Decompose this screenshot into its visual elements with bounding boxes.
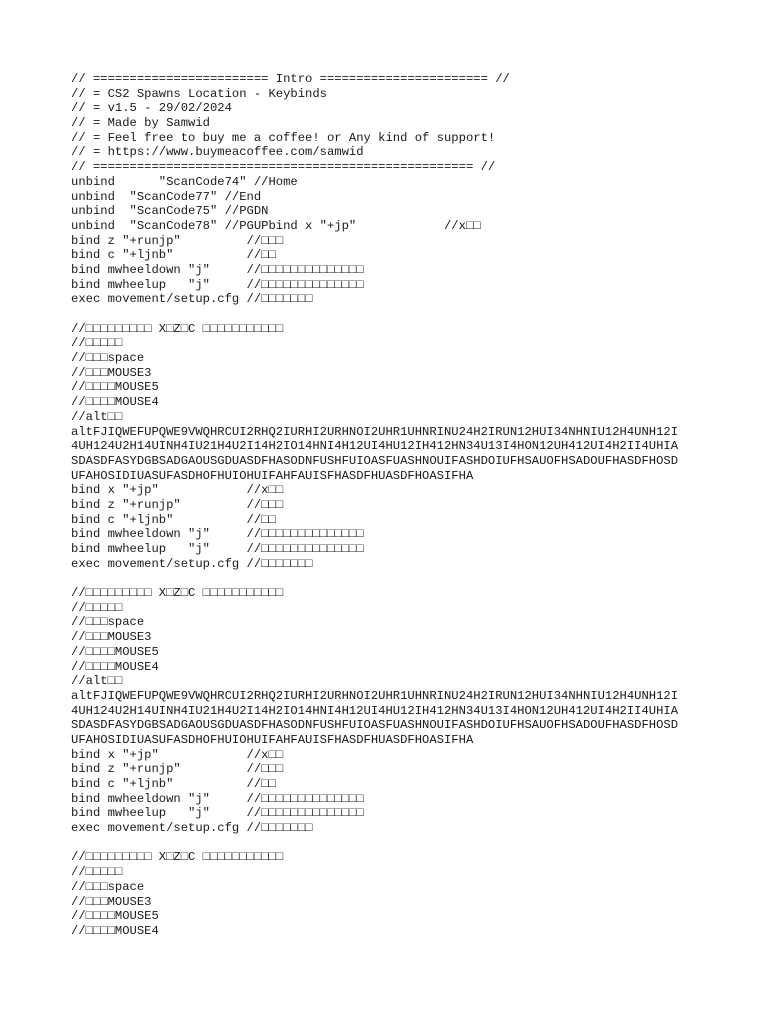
text-line: //□□□□MOUSE4: [71, 923, 159, 938]
text-line: // = https://www.buymeacoffee.com/samwid: [71, 145, 364, 160]
text-line: unbind "ScanCode77" //End: [71, 189, 262, 204]
blank-line: [71, 836, 711, 851]
text-line: //□□□space: [71, 615, 145, 630]
text-line: unbind "ScanCode74" //Home: [71, 174, 298, 189]
text-line: bind mwheeldown "j" //□□□□□□□□□□□□□□: [71, 262, 364, 277]
text-line: SDASDFASYDGBSADGAOUSGDUASDFHASODNFUSHFUIOASFUASHNOUIFASHDOIUFHSAUOFHSADOUFHASDFHOSD: [71, 453, 679, 468]
text-line: 4UH124U2H14UINH4IU21H4U2I14H2IO14HNI4H12UI4HU12IH412HN34U13I4HON12UH412UI4H2II4UHIA: [71, 703, 679, 718]
text-line: bind c "+ljnb" //□□: [71, 777, 276, 791]
text-line: UFAHOSIDIUASUFASDHOFHUIOHUIFAHFAUISFHASDFHUASDFHOASIFHA: [71, 732, 474, 747]
text-line: //alt□□: [71, 409, 123, 424]
text-line: //□□□□MOUSE4: [71, 659, 159, 674]
text-line: bind z "+runjp" //□□□: [71, 233, 284, 248]
text-line: // = Feel free to buy me a coffee! or Any kind of support!: [71, 130, 496, 145]
text-line: bind x "+jp" //x□□: [71, 747, 284, 762]
text-line: //□□□□MOUSE5: [71, 909, 159, 924]
text-line: // ======================== Intro ======================= //: [71, 72, 510, 86]
text-line: //□□□MOUSE3: [71, 365, 152, 380]
text-line: // = v1.5 - 29/02/2024: [71, 101, 232, 116]
document-page: [71, 72, 711, 939]
text-line: UFAHOSIDIUASUFASDHOFHUIOHUIFAHFAUISFHASDFHUASDFHOASIFHA: [71, 468, 474, 483]
text-line: bind c "+ljnb" //□□: [71, 512, 276, 527]
text-line: altFJIQWEFUPQWE9VWQHRCUI2RHQ2IURHI2URHNOI2UHR1UHNRINU24H2IRUN12HUI34NHNIU12H4UNH12I: [71, 688, 679, 703]
text-line: unbind "ScanCode78" //PGUPbind x "+jp" //x□□: [71, 218, 481, 233]
text-line: bind mwheeldown "j" //□□□□□□□□□□□□□□: [71, 527, 364, 542]
text-line: bind x "+jp" //x□□: [71, 483, 284, 498]
text-line: unbind "ScanCode75" //PGDN: [71, 204, 269, 219]
text-line: bind mwheelup "j" //□□□□□□□□□□□□□□: [71, 277, 364, 292]
text-line: bind mwheelup "j" //□□□□□□□□□□□□□□: [71, 542, 364, 556]
text-line: 4UH124U2H14UINH4IU21H4U2I14H2IO14HNI4H12UI4HU12IH412HN34U13I4HON12UH412UI4H2II4UHIA: [71, 439, 679, 454]
text-line: bind mwheeldown "j" //□□□□□□□□□□□□□□: [71, 791, 364, 806]
text-line: //□□□□MOUSE5: [71, 644, 159, 659]
text-line: bind z "+runjp" //□□□: [71, 497, 284, 512]
blank-line: [71, 571, 711, 586]
text-line: //□□□space: [71, 879, 145, 894]
text-line: altFJIQWEFUPQWE9VWQHRCUI2RHQ2IURHI2URHNOI2UHR1UHNRINU24H2IRUN12HUI34NHNIU12H4UNH12I: [71, 424, 679, 439]
text-line: //□□□MOUSE3: [71, 894, 152, 909]
text-line: exec movement/setup.cfg //□□□□□□□: [71, 292, 313, 307]
text-line: //□□□□□: [71, 336, 123, 351]
text-line: //□□□□□□□□□ X□Z□C □□□□□□□□□□□: [71, 321, 284, 336]
text-line: bind mwheelup "j" //□□□□□□□□□□□□□□: [71, 806, 364, 821]
text-line: // ==================================================== //: [71, 160, 496, 175]
text-line: // = Made by Samwid: [71, 116, 210, 131]
text-line: //□□□□□: [71, 600, 123, 615]
text-line: bind z "+runjp" //□□□: [71, 762, 284, 777]
text-line: // = CS2 Spawns Location - Keybinds: [71, 86, 327, 101]
text-line: exec movement/setup.cfg //□□□□□□□: [71, 556, 313, 571]
text-line: SDASDFASYDGBSADGAOUSGDUASDFHASODNFUSHFUIOASFUASHNOUIFASHDOIUFHSAUOFHSADOUFHASDFHOSD: [71, 718, 679, 733]
text-line: //alt□□: [71, 674, 123, 689]
blank-line: [71, 307, 711, 322]
text-line: //□□□□MOUSE4: [71, 395, 159, 410]
text-line: //□□□MOUSE3: [71, 630, 152, 645]
text-line: //□□□space: [71, 351, 145, 366]
text-line: exec movement/setup.cfg //□□□□□□□: [71, 821, 313, 836]
text-line: //□□□□□□□□□ X□Z□C □□□□□□□□□□□: [71, 850, 284, 865]
text-line: //□□□□□: [71, 865, 123, 880]
text-line: //□□□□□□□□□ X□Z□C □□□□□□□□□□□: [71, 586, 284, 601]
text-line: bind c "+ljnb" //□□: [71, 248, 276, 263]
text-line: //□□□□MOUSE5: [71, 380, 159, 395]
